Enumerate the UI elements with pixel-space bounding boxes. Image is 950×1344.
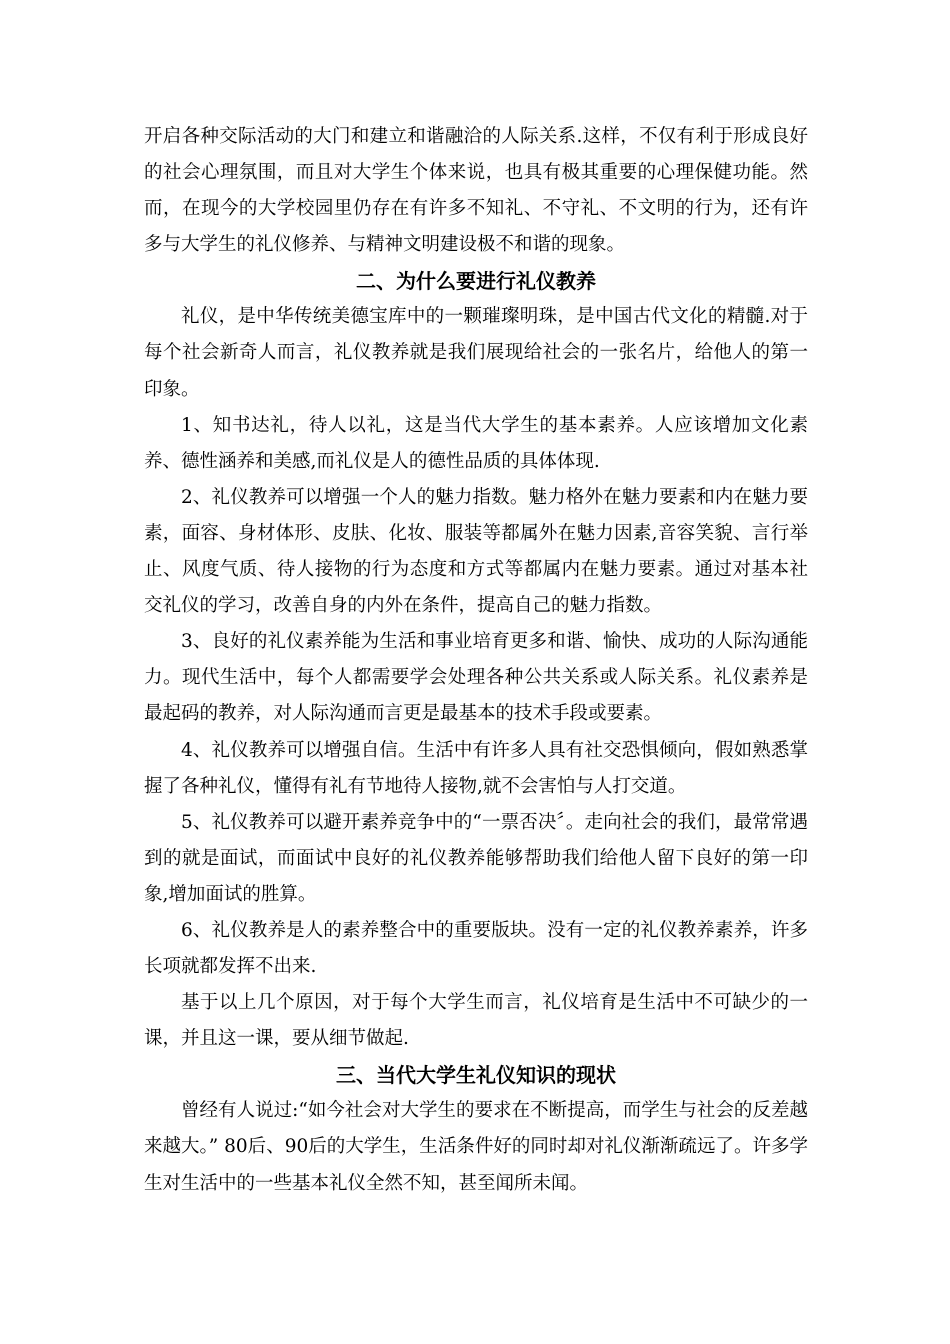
section2-conclusion: 基于以上几个原因，对于每个大学生而言，礼仪培育是生活中不可缺少的一课，并且这一课，要从细节做起.	[144, 992, 808, 1050]
section2-point-1: 1、知书达礼，待人以礼，这是当代大学生的基本素养。人应该增加文化素养、德性涵养和美感,而礼仪是人的德性品质的具体体现.	[144, 414, 808, 472]
section2-paragraph-intro: 礼仪，是中华传统美德宝库中的一颗璀璨明珠，是中国古代文化的精髓.对于每个社会新奇人而言，礼仪教养就是我们展现给社会的一张名片，给他人的第一印象。	[144, 306, 808, 400]
section2-point-4: 4、礼仪教养可以增强自信。生活中有许多人具有社交恐惧倾向，假如熟悉掌握了各种礼仪，懂得有礼有节地待人接物,就不会害怕与人打交道。	[144, 739, 808, 797]
section2-point-3: 3、良好的礼仪素养能为生活和事业培育更多和谐、愉快、成功的人际沟通能力。现代生活中，每个人都需要学会处理各种公共关系或人际关系。礼仪素养是最起码的教养，对人际沟通而言更是最基本的技术手段或要素。	[144, 631, 808, 725]
intro-paragraph: 开启各种交际活动的大门和建立和谐融洽的人际关系.这样，不仅有利于形成良好的社会心理氛围，而且对大学生个体来说，也具有极其重要的心理保健功能。然而，在现今的大学校园里仍存在有许多不知礼、不守礼、不文明的行为，还有许多与大学生的礼仪修养、与精神文明建设极不和谐的现象。	[144, 126, 808, 256]
section2-point-6: 6、礼仪教养是人的素养整合中的重要版块。没有一定的礼仪教养素养，许多长项就都发挥不出来.	[144, 919, 808, 978]
section2-point-2: 2、礼仪教养可以增强一个人的魅力指数。魅力格外在魅力要素和内在魅力要素，面容、身材体形、皮肤、化妆、服装等都属外在魅力因素,音容笑貌、言行举止、风度气质、待人接物的行为态度和方式等都属内在魅力要素。通过对基本社交礼仪的学习，改善自身的内外在条件，提高自己的魅力指数。	[144, 486, 808, 617]
section-heading-current-status: 三、当代大学生礼仪知识的现状	[336, 1063, 616, 1088]
section-heading-why-etiquette: 二、为什么要进行礼仪教养	[356, 269, 596, 294]
section3-paragraph: 曾经有人说过:“如今社会对大学生的要求在不断提高，而学生与社会的反差越来越大。” 80后、90后的大学生，生活条件好的同时却对礼仪渐渐疏远了。许多学生对生活中的一些基本礼仪全然不知，甚至闻所未闻。	[144, 1100, 808, 1194]
section2-point-5: 5、礼仪教养可以避开素养竞争中的“一票否决〞。走向社会的我们，最常常遇到的就是面试，而面试中良好的礼仪教养能够帮助我们给他人留下良好的第一印象,增加面试的胜算。	[144, 811, 808, 905]
document-page	[144, 119, 808, 1202]
